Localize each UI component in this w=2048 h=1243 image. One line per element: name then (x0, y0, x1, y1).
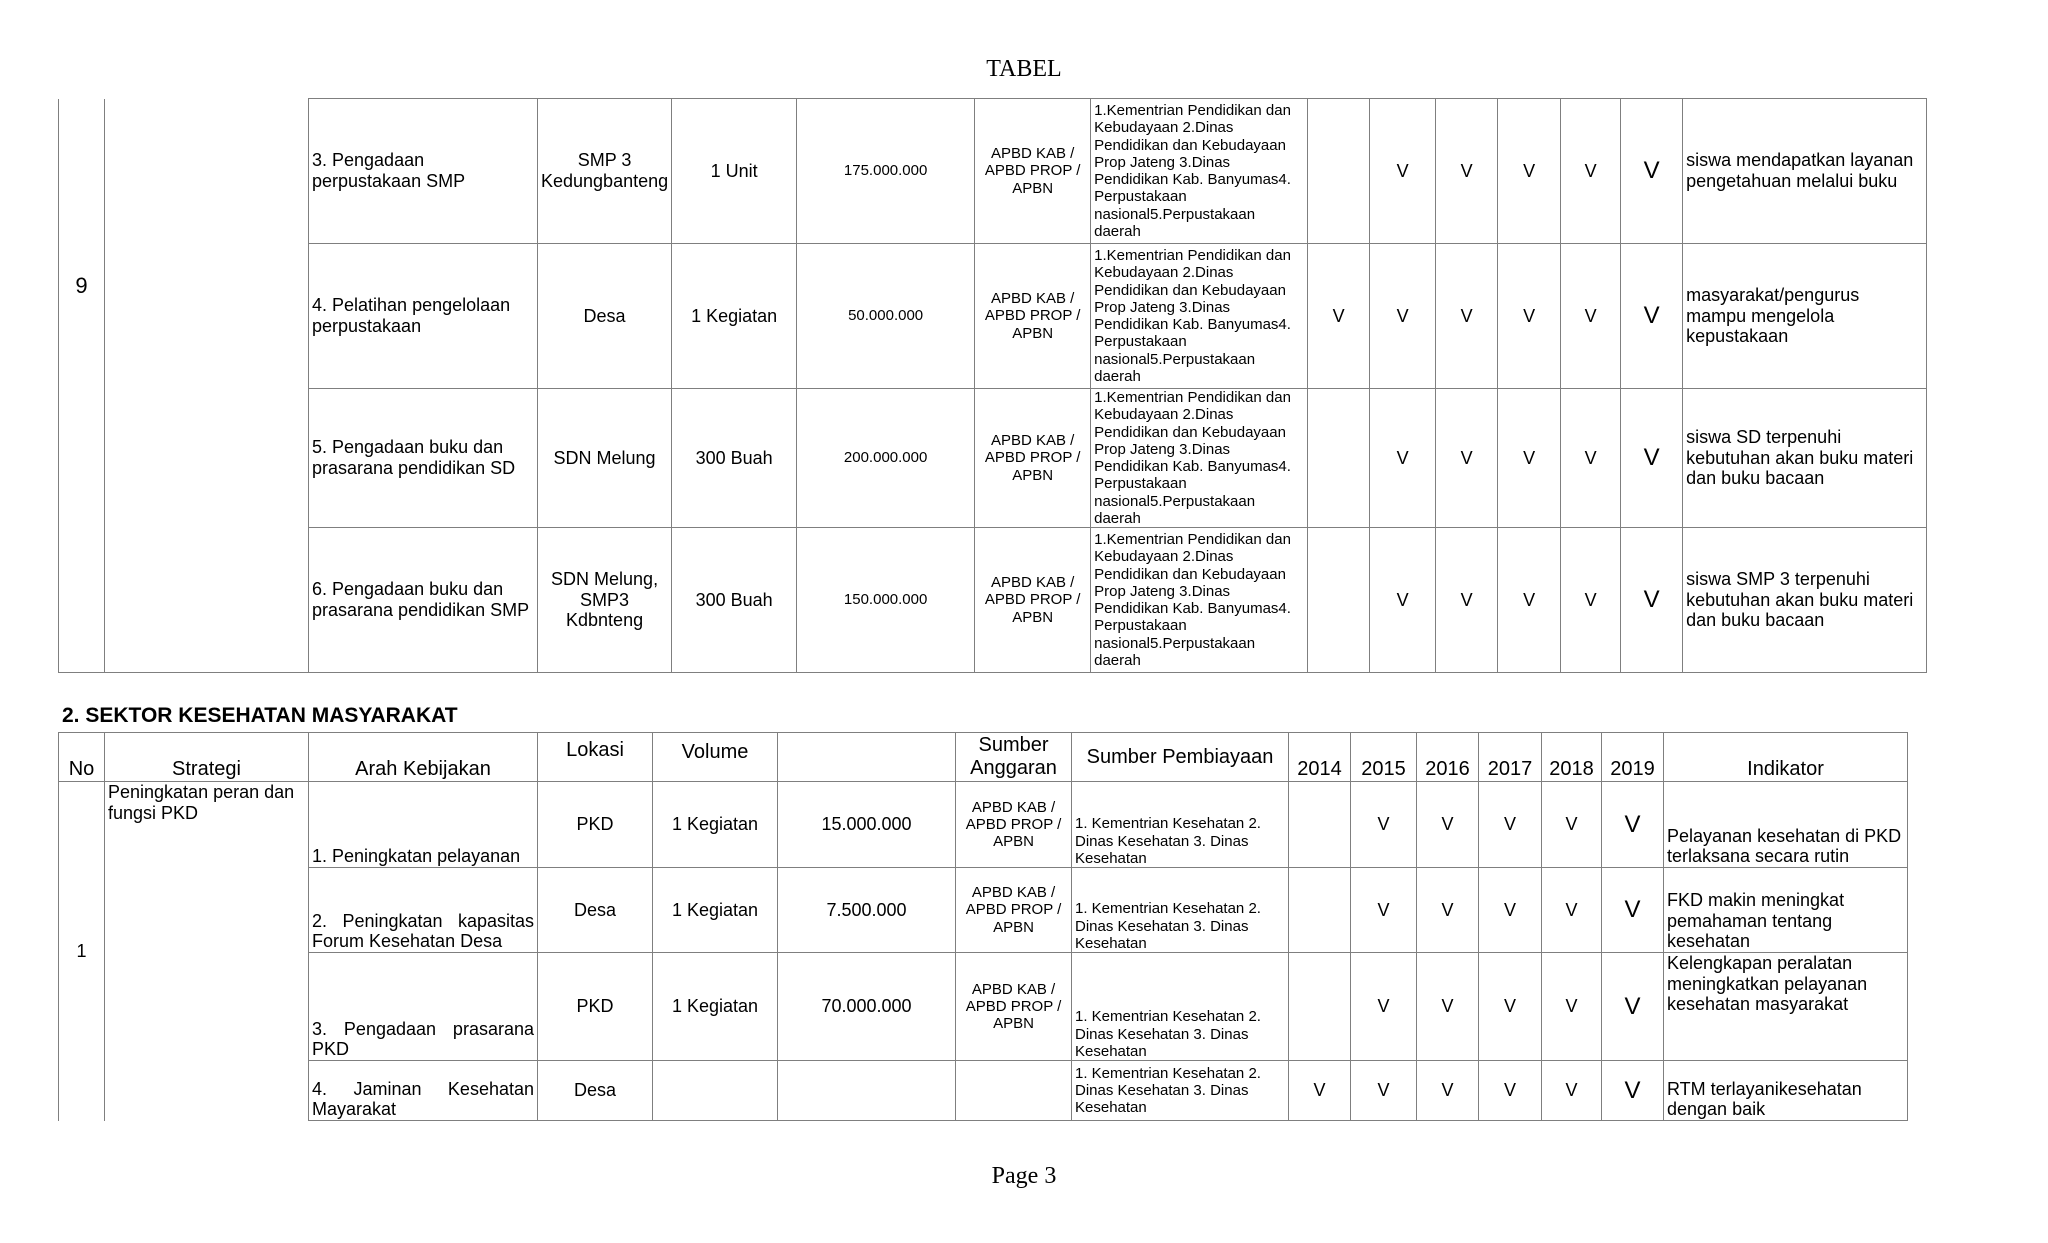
header-lokasi: Lokasi (538, 733, 653, 782)
year-2018-cell: V (1542, 1061, 1602, 1121)
year-2017-cell: V (1498, 528, 1561, 673)
policy-cell: 4. Pelatihan pengelolaan perpustakaan (309, 244, 538, 389)
indicator-cell: RTM terlayanikesehatan dengan baik (1664, 1061, 1908, 1121)
year-2017-cell: V (1479, 782, 1542, 868)
year-2014-cell (1308, 389, 1370, 528)
year-2014-cell: V (1308, 244, 1370, 389)
education-table (58, 98, 1927, 673)
budget-source-cell: APBD KAB / APBD PROP / APBN (956, 868, 1072, 953)
year-2018-cell: V (1542, 953, 1602, 1061)
table-row (59, 868, 1908, 953)
volume-cell: 300 Buah (672, 389, 797, 528)
year-2014-cell: V (1289, 1061, 1351, 1121)
header-2014: 2014 (1289, 733, 1351, 782)
year-2018-cell: V (1561, 389, 1621, 528)
row-number: 9 (59, 99, 105, 673)
volume-cell: 300 Buah (672, 528, 797, 673)
year-2016-cell: V (1436, 389, 1498, 528)
funding-source-cell: 1.Kementrian Pendidikan dan Kebudayaan 2.Dinas Pendidikan dan Kebudayaan Prop Jateng 3.Dinas Pendidikan Kab. Banyumas4. Perpustakaan nasional5.Perpustakaan daerah (1091, 99, 1308, 244)
header-strategi: Strategi (105, 733, 309, 782)
strategy-cell: Peningkatan peran dan fungsi PKD (105, 782, 309, 1121)
year-2014-cell (1289, 868, 1351, 953)
indicator-cell: masyarakat/pengurus mampu mengelola kepustakaan (1683, 244, 1927, 389)
year-2018-cell: V (1561, 528, 1621, 673)
year-2015-cell: V (1370, 244, 1436, 389)
table-row (59, 99, 1927, 244)
year-2017-cell: V (1479, 868, 1542, 953)
year-2019-cell: V (1602, 1061, 1664, 1121)
funding-source-cell: 1.Kementrian Pendidikan dan Kebudayaan 2.Dinas Pendidikan dan Kebudayaan Prop Jateng 3.Dinas Pendidikan Kab. Banyumas4. Perpustakaan nasional5.Perpustakaan daerah (1091, 244, 1308, 389)
location-cell: Desa (538, 868, 653, 953)
funding-source-cell: 1. Kementrian Kesehatan 2. Dinas Kesehatan 3. Dinas Kesehatan (1072, 1061, 1289, 1121)
policy-cell: 4. Jaminan Kesehatan Mayarakat (309, 1061, 538, 1121)
funding-source-cell: 1.Kementrian Pendidikan dan Kebudayaan 2.Dinas Pendidikan dan Kebudayaan Prop Jateng 3.Dinas Pendidikan Kab. Banyumas4. Perpustakaan nasional5.Perpustakaan daerah (1091, 389, 1308, 528)
year-2015-cell: V (1351, 782, 1417, 868)
indicator-cell: Pelayanan kesehatan di PKD terlaksana secara rutin (1664, 782, 1908, 868)
header-indikator: Indikator (1664, 733, 1908, 782)
header-volume: Volume (653, 733, 778, 782)
year-2016-cell: V (1436, 528, 1498, 673)
policy-cell: 2. Peningkatan kapasitas Forum Kesehatan Desa (309, 868, 538, 953)
header-biaya (778, 733, 956, 782)
funding-source-cell: 1. Kementrian Kesehatan 2. Dinas Kesehatan 3. Dinas Kesehatan (1072, 953, 1289, 1061)
budget-source-cell: APBD KAB / APBD PROP / APBN (956, 953, 1072, 1061)
year-2015-cell: V (1351, 1061, 1417, 1121)
volume-cell: 1 Kegiatan (653, 953, 778, 1061)
year-2019-cell: V (1602, 953, 1664, 1061)
header-no: No (59, 733, 105, 782)
volume-cell: 1 Kegiatan (672, 244, 797, 389)
header-2018: 2018 (1542, 733, 1602, 782)
location-cell: SDN Melung (538, 389, 672, 528)
table-row (59, 953, 1908, 1061)
funding-source-cell: 1.Kementrian Pendidikan dan Kebudayaan 2.Dinas Pendidikan dan Kebudayaan Prop Jateng 3.Dinas Pendidikan Kab. Banyumas4. Perpustakaan nasional5.Perpustakaan daerah (1091, 528, 1308, 673)
row-number: 1 (59, 782, 105, 1121)
year-2019-cell: V (1621, 99, 1683, 244)
policy-cell: 3. Pengadaan perpustakaan SMP (309, 99, 538, 244)
cost-cell: 7.500.000 (778, 868, 956, 953)
header-sumber-pembiayaan: Sumber Pembiayaan (1072, 733, 1289, 782)
location-cell: SMP 3 Kedungbanteng (538, 99, 672, 244)
policy-cell: 1. Peningkatan pelayanan (309, 782, 538, 868)
indicator-cell: siswa SMP 3 terpenuhi kebutuhan akan buku materi dan buku bacaan (1683, 528, 1927, 673)
year-2015-cell: V (1351, 868, 1417, 953)
cost-cell: 70.000.000 (778, 953, 956, 1061)
table-row (59, 244, 1927, 389)
volume-cell: 1 Unit (672, 99, 797, 244)
header-sumber-anggaran: Sumber Anggaran (956, 733, 1072, 782)
year-2019-cell: V (1621, 244, 1683, 389)
volume-cell: 1 Kegiatan (653, 782, 778, 868)
cost-cell: 200.000.000 (797, 389, 975, 528)
year-2015-cell: V (1370, 99, 1436, 244)
year-2016-cell: V (1417, 953, 1479, 1061)
indicator-cell: FKD makin meningkat pemahaman tentang kesehatan (1664, 868, 1908, 953)
budget-source-cell (956, 1061, 1072, 1121)
year-2016-cell: V (1417, 782, 1479, 868)
year-2014-cell (1308, 99, 1370, 244)
policy-cell: 5. Pengadaan buku dan prasarana pendidikan SD (309, 389, 538, 528)
page-number: Page 3 (991, 1163, 1057, 1189)
location-cell: SDN Melung, SMP3 Kdbnteng (538, 528, 672, 673)
year-2018-cell: V (1542, 868, 1602, 953)
strategy-cell (105, 99, 309, 673)
section-title: 2. SEKTOR KESEHATAN MASYARAKAT (62, 704, 458, 727)
header-2019: 2019 (1602, 733, 1664, 782)
volume-cell (653, 1061, 778, 1121)
cost-cell (778, 1061, 956, 1121)
table-row (59, 782, 1908, 868)
year-2016-cell: V (1417, 1061, 1479, 1121)
header-arah-kebijakan: Arah Kebijakan (309, 733, 538, 782)
policy-cell: 3. Pengadaan prasarana PKD (309, 953, 538, 1061)
page-header: TABEL (986, 56, 1062, 82)
location-cell: Desa (538, 1061, 653, 1121)
year-2017-cell: V (1498, 389, 1561, 528)
header-2015: 2015 (1351, 733, 1417, 782)
location-cell: Desa (538, 244, 672, 389)
health-table (58, 732, 1908, 1121)
budget-source-cell: APBD KAB / APBD PROP / APBN (975, 99, 1091, 244)
year-2017-cell: V (1479, 953, 1542, 1061)
year-2014-cell (1308, 528, 1370, 673)
year-2018-cell: V (1542, 782, 1602, 868)
year-2016-cell: V (1436, 244, 1498, 389)
year-2014-cell (1289, 782, 1351, 868)
year-2019-cell: V (1602, 782, 1664, 868)
location-cell: PKD (538, 782, 653, 868)
indicator-cell: Kelengkapan peralatan meningkatkan pelayanan kesehatan masyarakat (1664, 953, 1908, 1061)
cost-cell: 175.000.000 (797, 99, 975, 244)
year-2015-cell: V (1370, 528, 1436, 673)
header-2017: 2017 (1479, 733, 1542, 782)
funding-source-cell: 1. Kementrian Kesehatan 2. Dinas Kesehatan 3. Dinas Kesehatan (1072, 868, 1289, 953)
header-2016: 2016 (1417, 733, 1479, 782)
year-2017-cell: V (1498, 99, 1561, 244)
year-2019-cell: V (1621, 389, 1683, 528)
budget-source-cell: APBD KAB / APBD PROP / APBN (975, 244, 1091, 389)
funding-source-cell: 1. Kementrian Kesehatan 2. Dinas Kesehatan 3. Dinas Kesehatan (1072, 782, 1289, 868)
table-header-row (59, 733, 1908, 782)
table-row (59, 528, 1927, 673)
budget-source-cell: APBD KAB / APBD PROP / APBN (956, 782, 1072, 868)
table-row (59, 389, 1927, 528)
year-2018-cell: V (1561, 99, 1621, 244)
budget-source-cell: APBD KAB / APBD PROP / APBN (975, 528, 1091, 673)
location-cell: PKD (538, 953, 653, 1061)
cost-cell: 150.000.000 (797, 528, 975, 673)
table-row (59, 1061, 1908, 1121)
year-2015-cell: V (1351, 953, 1417, 1061)
year-2019-cell: V (1602, 868, 1664, 953)
indicator-cell: siswa SD terpenuhi kebutuhan akan buku materi dan buku bacaan (1683, 389, 1927, 528)
year-2016-cell: V (1417, 868, 1479, 953)
policy-cell: 6. Pengadaan buku dan prasarana pendidikan SMP (309, 528, 538, 673)
indicator-cell: siswa mendapatkan layanan pengetahuan melalui buku (1683, 99, 1927, 244)
year-2018-cell: V (1561, 244, 1621, 389)
cost-cell: 15.000.000 (778, 782, 956, 868)
year-2015-cell: V (1370, 389, 1436, 528)
year-2019-cell: V (1621, 528, 1683, 673)
year-2017-cell: V (1498, 244, 1561, 389)
cost-cell: 50.000.000 (797, 244, 975, 389)
year-2016-cell: V (1436, 99, 1498, 244)
year-2014-cell (1289, 953, 1351, 1061)
budget-source-cell: APBD KAB / APBD PROP / APBN (975, 389, 1091, 528)
volume-cell: 1 Kegiatan (653, 868, 778, 953)
year-2017-cell: V (1479, 1061, 1542, 1121)
